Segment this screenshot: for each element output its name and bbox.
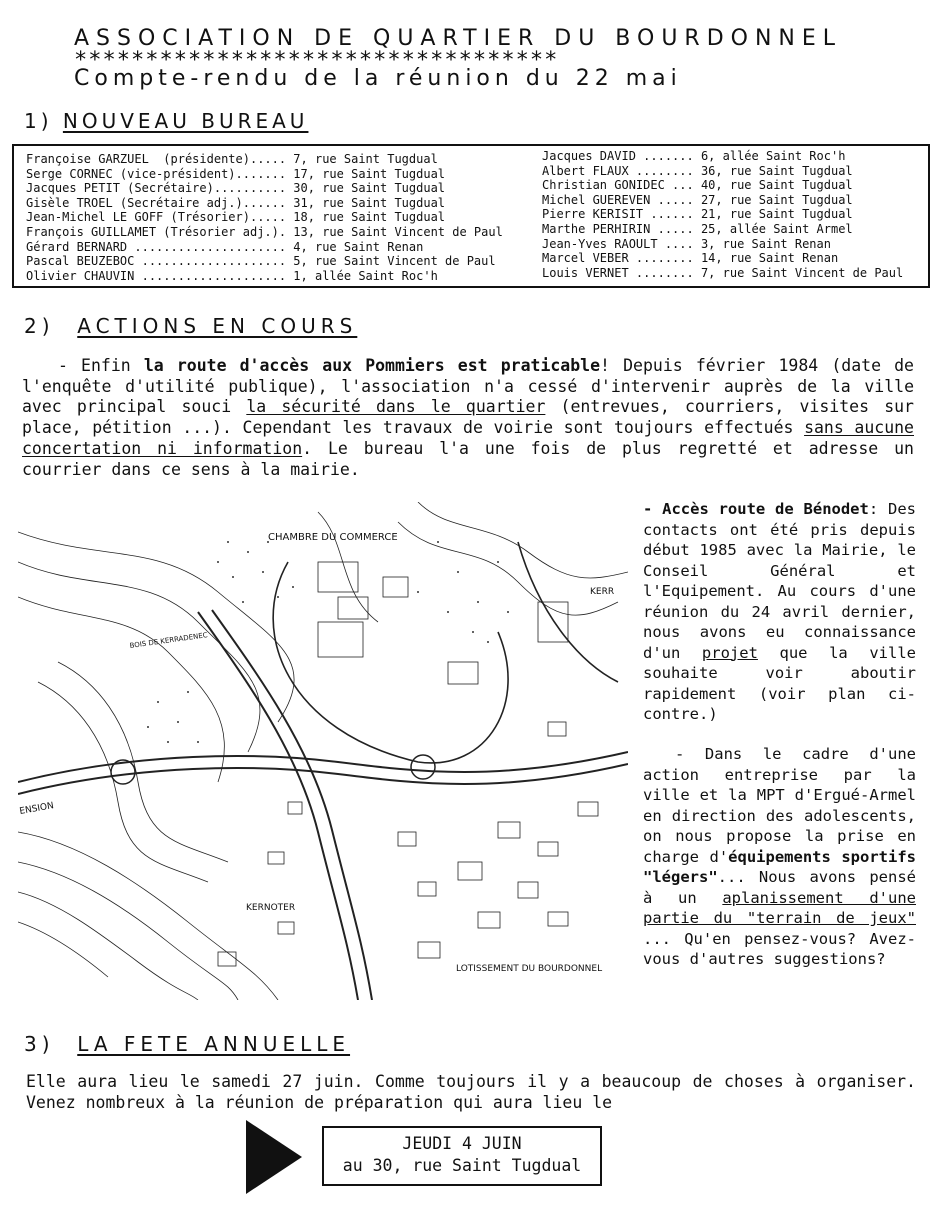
- map-label-bois: BOIS DE KERRADENEC: [129, 631, 209, 650]
- bureau-left-column: [26, 152, 503, 283]
- section1-heading: [24, 109, 308, 133]
- bureau-member-right: Marcel VEBER ........ 14, rue Saint Renan: [542, 251, 839, 266]
- bureau-member-left: Jacques PETIT (Secrétaire).......... 30, rue Saint Tugdual: [26, 181, 446, 196]
- map-label-lotissement: LOTISSEMENT DU BOURDONNEL: [456, 964, 603, 974]
- meeting-date: JEUDI 4 JUIN: [402, 1134, 522, 1153]
- section2-number: 2): [24, 314, 55, 338]
- map-drawing: [18, 502, 628, 1000]
- section2-title: ACTIONS EN COURS: [77, 314, 358, 338]
- p1-bold-route: la route d'accès aux Pommiers est praticable: [143, 356, 601, 375]
- side2-underline-aplanissement: aplanissement d'une partie du "terrain de jeux": [643, 888, 916, 927]
- bureau-member-left: Françoise GARZUEL (présidente)..... 7, rue Saint Tugdual: [26, 152, 438, 166]
- association-title: ASSOCIATION DE QUARTIER DU BOURDONNEL: [74, 26, 843, 51]
- side1-text-a: : Des contacts ont été pris depuis début 1985 avec la Mairie, le Conseil Général et l'Equipement. Au cours d'une réunion du 24 avril dernier, nous avons eu connaissance d'un: [643, 500, 916, 662]
- bureau-member-left: Serge CORNEC (vice-président)....... 17, rue Saint Tugdual: [26, 166, 446, 181]
- map-label-chambre: CHAMBRE DU COMMERCE: [268, 532, 398, 543]
- bureau-member-left: Olivier CHAUVIN .................... 1, allée Saint Roc'h: [26, 268, 438, 283]
- bureau-member-right: Marthe PERHIRIN ..... 25, allée Saint Armel: [542, 221, 853, 236]
- bureau-member-right: Christian GONIDEC ... 40, rue Saint Tugdual: [542, 178, 853, 193]
- side2-text-c: ... Qu'en pensez-vous? Avez-vous d'autres suggestions?: [643, 929, 916, 968]
- actions-paragraph: [22, 356, 914, 480]
- map-label-ension: ENSION: [18, 801, 55, 817]
- side-text-benodet: [643, 499, 916, 725]
- bureau-member-right: Louis VERNET ........ 7, rue Saint Vincent de Paul: [542, 265, 904, 280]
- meeting-subtitle: Compte-rendu de la réunion du 22 mai: [74, 66, 682, 91]
- bureau-member-left: François GUILLAMET (Trésorier adj.). 13, rue Saint Vincent de Paul: [26, 224, 503, 239]
- p1-text-c: ! Depuis février 1984 (date de l'enquête d'utilité publique), l'association n'a cessé d'intervenir auprès de la ville avec principal souci: [22, 356, 914, 417]
- p1-text-a: - Enfin: [58, 356, 144, 375]
- side1-text-b: que la ville souhaite voir aboutir rapidement (voir plan ci-contre.): [643, 643, 916, 723]
- bureau-member-right: Michel GUEREVEN ..... 27, rue Saint Tugdual: [542, 192, 853, 207]
- bureau-member-left: Gérard BERNARD ..................... 4, rue Saint Renan: [26, 239, 424, 254]
- side2-bold-equipements: équipements sportifs "légers": [643, 847, 916, 886]
- bureau-member-left: Gisèle TROEL (Secrétaire adj.)...... 31, rue Saint Tugdual: [26, 195, 446, 210]
- p1-text-e: (entrevues, courriers, visites sur place, pétition ...). Cependant les travaux de voirie sont toujours effectués: [22, 397, 914, 438]
- section3-number: 3): [24, 1032, 55, 1056]
- arrow-pointer-icon: [246, 1120, 302, 1194]
- side2-text-b: ... Nous avons pensé à un: [643, 868, 916, 907]
- bureau-member-left: Pascal BEUZEBOC .................... 5, rue Saint Vincent de Paul: [26, 254, 496, 269]
- p1-underline-securite: la sécurité dans le quartier: [246, 397, 546, 417]
- bureau-list-box: [12, 144, 930, 288]
- bureau-member-right: Pierre KERISIT ...... 21, rue Saint Tugdual: [542, 207, 853, 222]
- map-label-kernoter: KERNOTER: [246, 903, 296, 913]
- p1-underline-concertation: sans aucune concertation ni information: [22, 418, 914, 458]
- fete-paragraph: Elle aura lieu le samedi 27 juin. Comme toujours il y a beaucoup de choses à organiser. Venez nombreux à la réunion de préparation qui aura lieu le: [26, 1072, 916, 1112]
- side-text-equipements: [643, 744, 916, 970]
- p1-text-g: . Le bureau l'a une fois de plus regretté et adresse un courrier dans ce sens à la mairie.: [22, 438, 914, 479]
- area-map: [18, 502, 628, 1000]
- meeting-address: au 30, rue Saint Tugdual: [342, 1156, 582, 1175]
- bureau-member-right: Jacques DAVID ....... 6, allée Saint Roc'h: [542, 149, 846, 163]
- bureau-member-right: Albert FLAUX ........ 36, rue Saint Tugdual: [542, 163, 853, 178]
- side2-text-a: - Dans le cadre d'une action entreprise par la ville et la MPT d'Ergué-Armel en direction des adolescents, on nous propose la prise en charge d': [643, 745, 916, 866]
- section3-heading: [24, 1032, 350, 1056]
- bureau-member-left: Jean-Michel LE GOFF (Trésorier)..... 18, rue Saint Tugdual: [26, 210, 446, 225]
- section3-title: LA FETE ANNUELLE: [77, 1032, 351, 1056]
- map-label-kerr: KERR: [590, 587, 615, 597]
- side1-lead: - Accès route de Bénodet: [643, 500, 869, 518]
- bureau-right-column: [542, 149, 903, 280]
- bureau-member-right: Jean-Yves RAOULT .... 3, rue Saint Renan: [542, 236, 831, 251]
- meeting-date-box: [322, 1126, 602, 1186]
- stars-divider: **********************************: [74, 48, 559, 73]
- side1-underline-projet: projet: [701, 643, 758, 662]
- section1-title: NOUVEAU BUREAU: [62, 109, 309, 133]
- section2-heading: [24, 314, 357, 338]
- section1-number: 1): [24, 109, 53, 133]
